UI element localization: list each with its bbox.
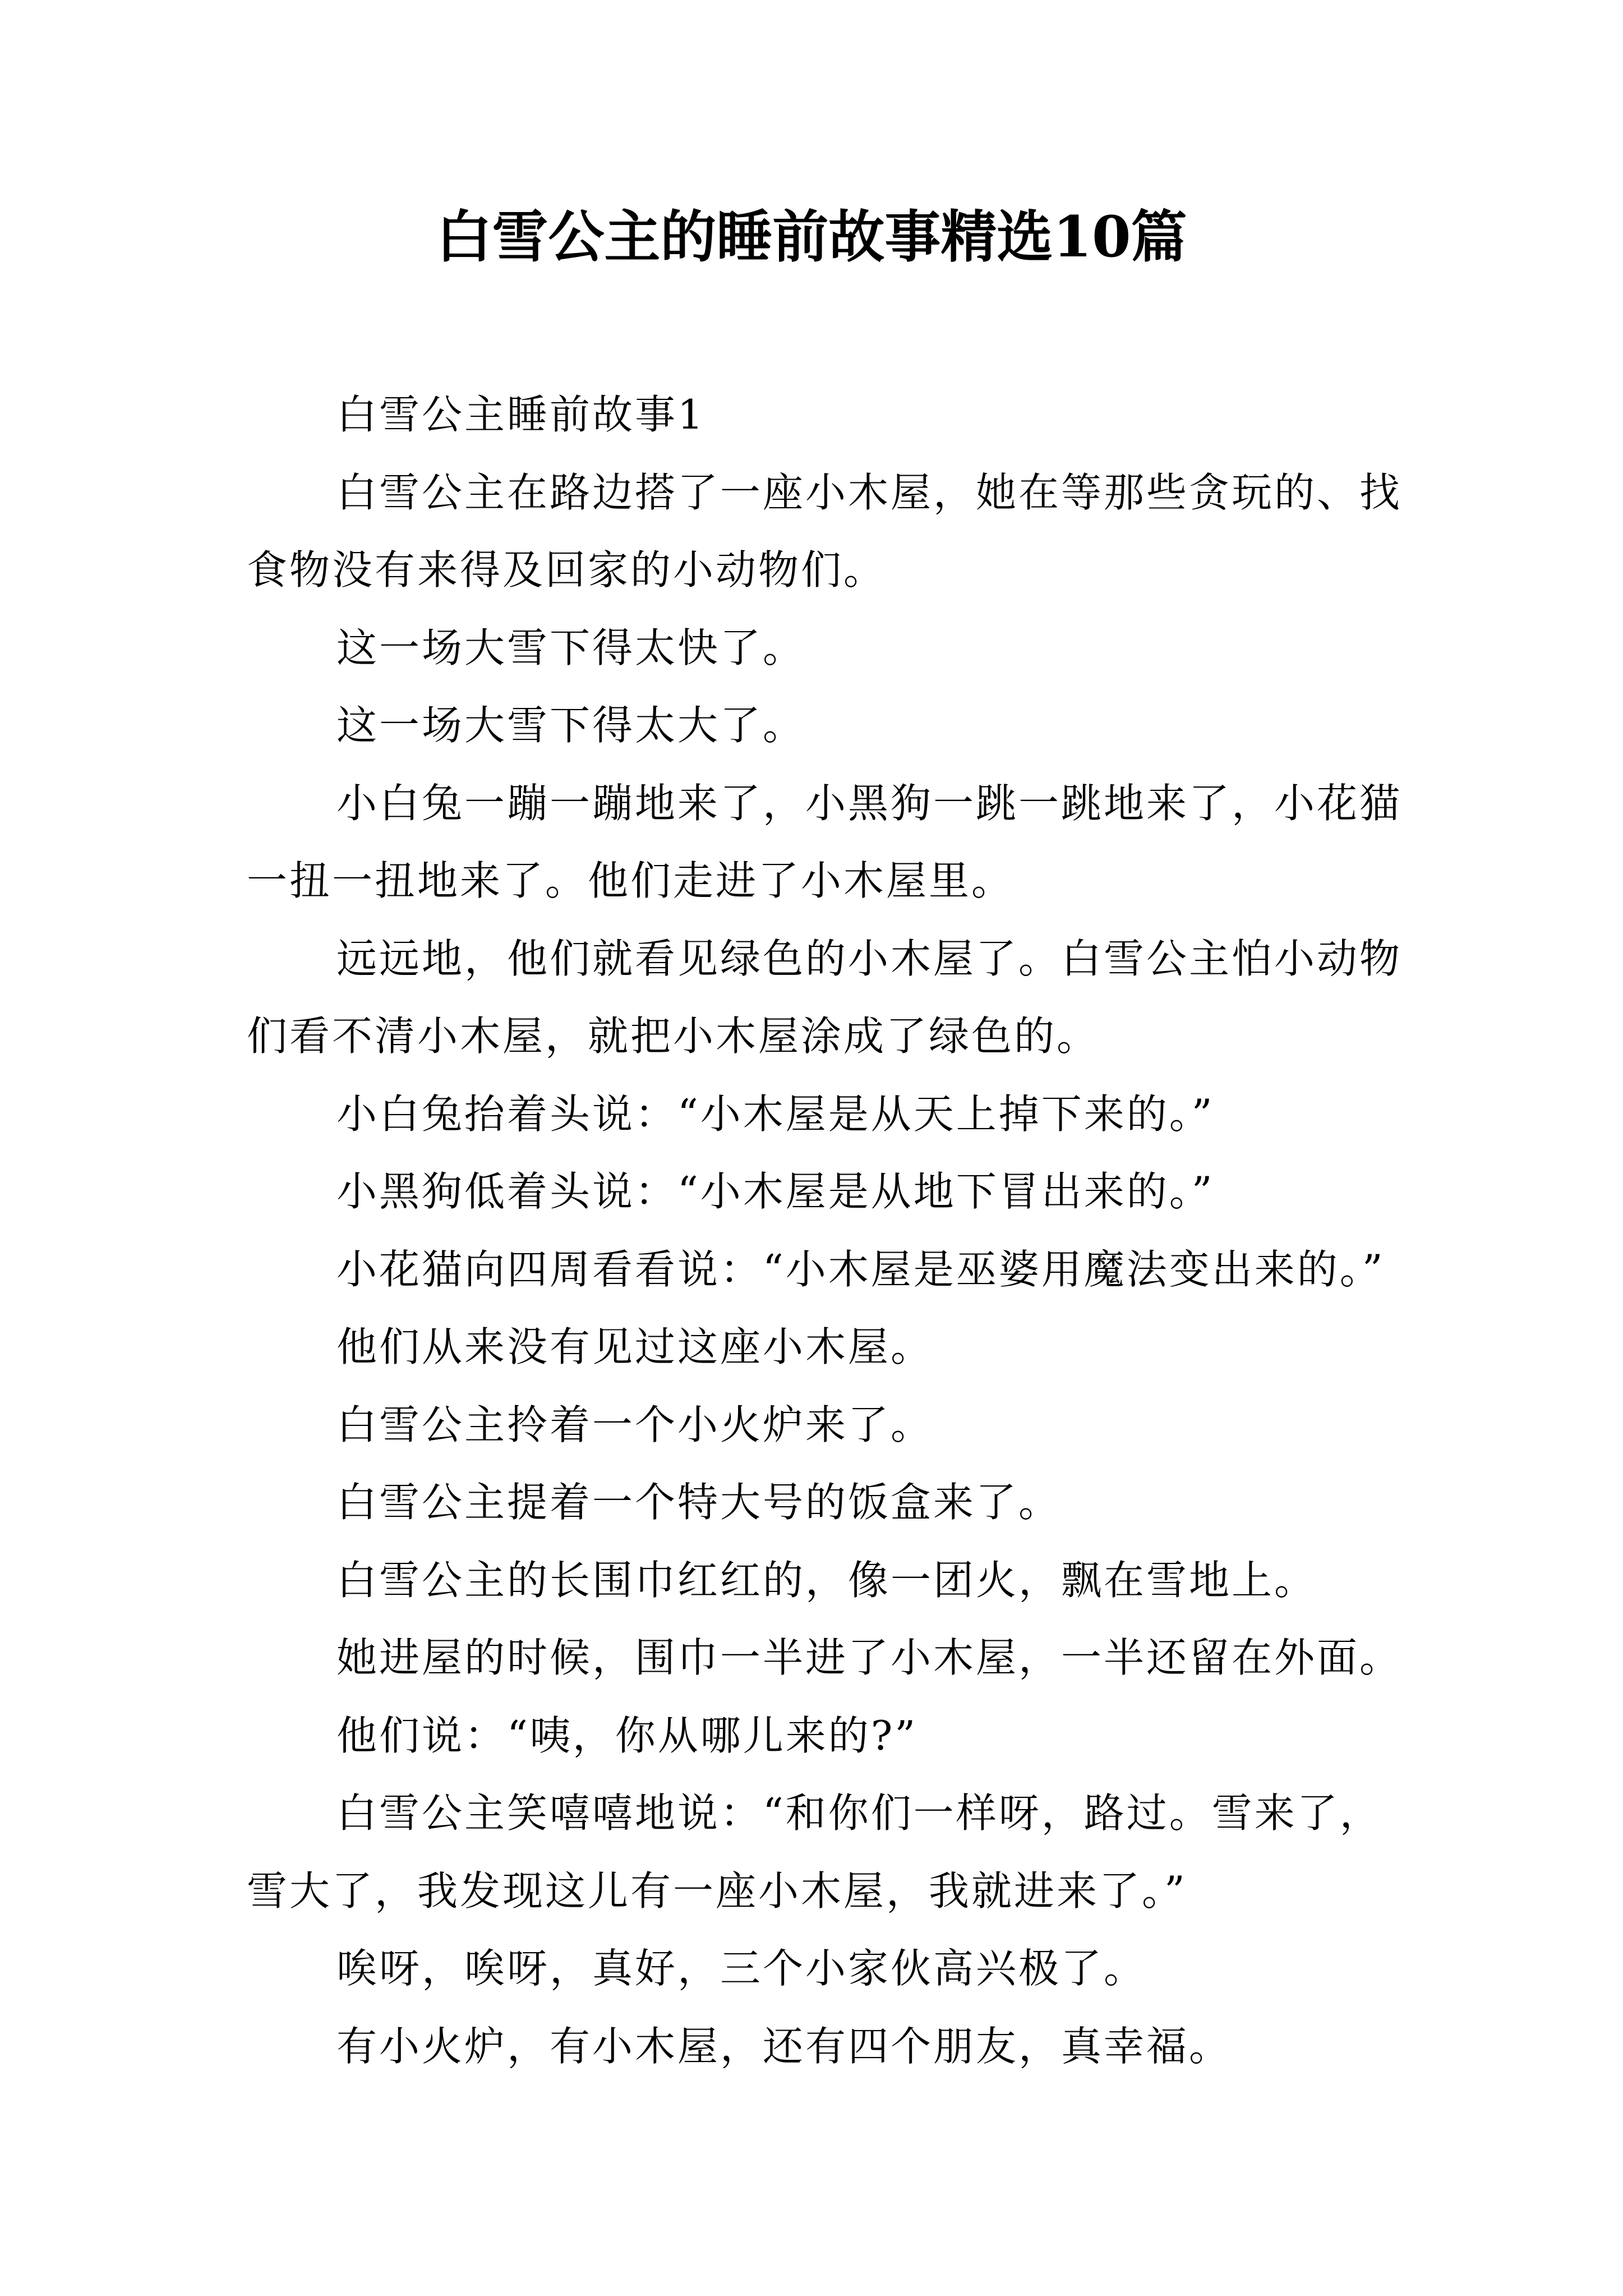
paragraph: 有小火炉，有小木屋，还有四个朋友，真幸福。: [336, 2022, 1232, 2070]
document-body: [247, 376, 1424, 2085]
paragraph: 这一场大雪下得太大了。: [336, 702, 806, 749]
paragraph: 白雪公主笑嘻嘻地说：“和你们一样呀，路过。雪来了，雪大了，我发现这儿有一座小木屋，我就进来了。”: [247, 1789, 1382, 1915]
section-heading: 白雪公主睡前故事1: [336, 391, 706, 438]
paragraph: 白雪公主拎着一个小火炉来了。: [336, 1401, 934, 1448]
document-title: 白雪公主的睡前故事精选10篇: [436, 204, 1187, 270]
paragraph: 白雪公主在路边搭了一座小木屋，她在等那些贪玩的、找食物没有来得及回家的小动物们。: [247, 468, 1403, 593]
paragraph: 白雪公主提着一个特大号的饭盒来了。: [336, 1479, 1062, 1526]
paragraph: 小白兔一蹦一蹦地来了，小黑狗一跳一跳地来了，小花猫一扭一扭地来了。他们走进了小木屋里。: [247, 779, 1403, 904]
paragraph: 他们说：“咦，你从哪儿来的?”: [336, 1711, 918, 1759]
paragraph: 小黑狗低着头说：“小木屋是从地下冒出来的。”: [336, 1168, 1215, 1215]
paragraph: 他们从来没有见过这座小木屋。: [336, 1323, 934, 1370]
paragraph: 白雪公主的长围巾红红的，像一团火，飘在雪地上。: [336, 1556, 1317, 1604]
paragraph: 她进屋的时候，围巾一半进了小木屋，一半还留在外面。: [336, 1634, 1403, 1681]
paragraph: 唉呀，唉呀，真好，三个小家伙高兴极了。: [336, 1945, 1147, 1992]
paragraph: 这一场大雪下得太快了。: [336, 624, 806, 671]
paragraph: 小花猫向四周看看说：“小木屋是巫婆用魔法变出来的。”: [336, 1245, 1385, 1293]
paragraph: 小白兔抬着头说：“小木屋是从天上掉下来的。”: [336, 1090, 1215, 1138]
paragraph: 远远地，他们就看见绿色的小木屋了。白雪公主怕小动物们看不清小木屋，就把小木屋涂成了绿色的。: [247, 935, 1403, 1060]
